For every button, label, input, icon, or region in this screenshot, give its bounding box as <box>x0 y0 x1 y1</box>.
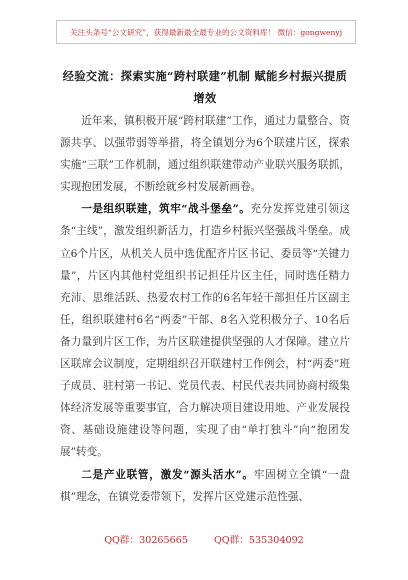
section-2-paragraph <box>60 464 350 508</box>
intro-paragraph: 近年来，镇积极开展“跨村联建”工作，通过力量整合、资源共享、以强带弱等举措，将全镇划分为6个联建片区，探索实施“三联”工作机制，通过组织联建带动产业联兴服务联抓，实现抱团发展，不断绘就乡村发展新画卷。 <box>60 115 350 194</box>
footer-contact <box>0 532 408 546</box>
section-1-text: 充分发挥党建引领这条“主线”，激发组织新活力，打造乡村振兴坚强战斗堡垒。成立6个片区，从机关人员中选优配齐片区书记、委员等“关键力量”，片区内其他村党组织书记担任片区主任，同时选任精力充沛、思维活跃、热爱农村工作的6名年轻干部担任片区副主任，组织联建村6名“两委”干部、8名入党积极分子、10名后备力量到片区工作，为片区联建提供坚强的人才保障。建立片区联席会议制度，定期组织召开联建村工作例会，村“两委”班子成员、驻村第一书记、党员代表、村民代表共同协商村级集体经济发展等重要事宜，合力解决项目建设用地、产业发展投资、基础设施建设等问题，实现了由“单打独斗”向“抱团发展”转变。 <box>60 203 351 459</box>
header-banner <box>56 20 356 44</box>
article-title-line-1: 经验交流：探索实施“跨村联建”机制 赋能乡村振兴提质 <box>62 69 348 83</box>
qq-group-1: QQ群：30265665 <box>104 535 188 546</box>
section-2-heading: 二是产业联管，激发“源头活水”。 <box>81 468 254 481</box>
article-title-line-2: 增效 <box>193 91 217 105</box>
banner-text: 关注头条号“公文研究”，获得最新最全最专业的公文资料库！ 微信：gongwenyj <box>69 27 343 37</box>
section-2-text: 牢固树立全镇“一盘棋”理念，在镇党委带领下，发挥片区党建示范性强、 <box>60 468 350 503</box>
article-title <box>60 65 350 109</box>
section-1-heading: 一是组织联建，筑牢“战斗堡垒”。 <box>81 203 251 216</box>
article-body <box>60 110 350 508</box>
qq-group-2: QQ群：535304092 <box>213 535 304 546</box>
section-1-paragraph <box>60 198 350 463</box>
